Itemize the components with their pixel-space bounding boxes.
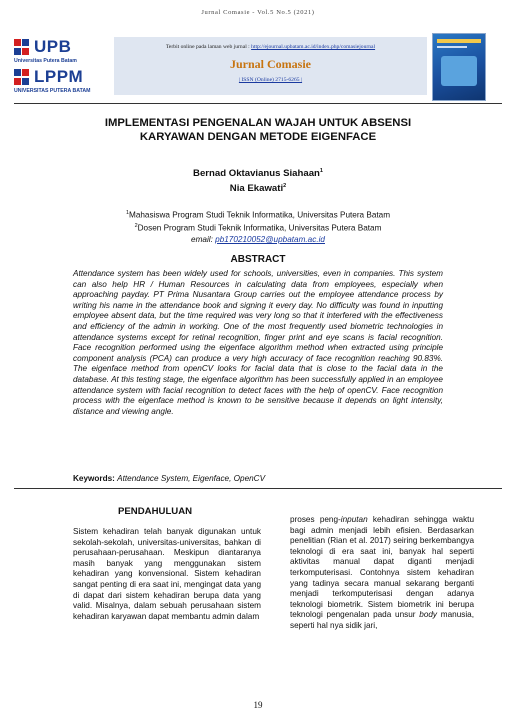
affiliation xyxy=(40,221,476,234)
upb-logo-subtitle: Universitas Putera Batam xyxy=(14,58,77,64)
journal-issn[interactable]: | ISSN (Online) 2715-6265 | xyxy=(238,77,303,83)
section-heading: PENDAHULUAN xyxy=(118,506,193,517)
affiliation xyxy=(40,208,476,221)
abstract-heading: ABSTRACT xyxy=(230,254,286,265)
author-list xyxy=(40,165,476,195)
running-header: Jurnal Comasie - Vol.5 No.5 (2021) xyxy=(201,9,315,16)
author-name: Nia Ekawati xyxy=(229,183,284,195)
institution-logos xyxy=(14,37,104,95)
lppm-logo xyxy=(14,67,104,87)
affiliation-text: Dosen Program Studi Teknik Informatika, Universitas Putera Batam xyxy=(137,224,382,234)
lppm-logo-icon xyxy=(14,69,30,85)
journal-info-box xyxy=(114,37,427,95)
paper-title-line: IMPLEMENTASI PENGENALAN WAJAH UNTUK ABSENSI xyxy=(104,117,412,129)
keywords-label: Keywords: xyxy=(73,474,115,483)
published-prefix: Terbit online pada laman web jurnal : xyxy=(165,44,252,50)
journal-title: Jurnal Comasie xyxy=(230,57,311,71)
journal-url-link[interactable]: http://ejournal.upbatam.ac.id/index.php/comasiejournal xyxy=(251,44,376,50)
upb-logo-text: UPB xyxy=(34,37,72,56)
author-name: Bernad Oktavianus Siahaan xyxy=(193,168,320,180)
author xyxy=(40,180,476,195)
upb-logo xyxy=(14,37,104,57)
body-column-left xyxy=(73,527,261,622)
email-label: email: xyxy=(191,234,216,244)
body-paragraph: Sistem kehadiran telah banyak digunakan untuk sekolah-sekolah, universitas-universitas, bahkan di perusahaan-perusahaan. Meskipun diantaranya masih banyak yang menggunakan sistem kehadiran yang konvensional. Sistem kehadiran sangat penting di era saat ini, mengingat data yang di dapat dari sistem kehadiran berupa data yang valid. Misalnya, dalam sebuah perusahaan sistem kehadiran karyawan dapat membantu admin dalam xyxy=(73,527,261,621)
keywords-line xyxy=(73,474,265,483)
author-sup: 1 xyxy=(319,168,323,174)
header-rule xyxy=(14,103,502,104)
paper-title xyxy=(40,116,476,144)
author xyxy=(40,165,476,180)
lppm-logo-text: LPPM xyxy=(34,67,84,86)
abstract-body: Attendance system has been widely used for schools, universities, even in companies. This system can also help HR / Human Resources in calculating data from employees, especially when approaching payday. PT Prima Nusantara Group carries out the employee attendance process by writing his name in the attendance book and signing it every day. No difficulty was found in inputting employee absent data, but the time required was very long so that it interfered with the effectiveness and efficiency of the admin in working. One of the most frequently used biometric technologies in attendance systems except for retinal recognition, finger print and eye scans is facial recognition. Face recognition performed using the eigenface algorithm method when extracted using principle component analysis (PCA) can produce a very high accuracy of face recognition reaching 90.83%. The eigenface method from openCV looks for facial data that is close to the facial data in the database. At this testing stage, the eigenface algorithm has been successfully applied in an employee attendance system with facial recognition to detect faces with the help of openCV. Face recognition process with the eigenface method is known to be sensitive because it depends on light intensity, distance and viewing angle. xyxy=(73,269,443,416)
lppm-logo-subtitle: UNIVERSITAS PUTERA BATAM xyxy=(14,88,91,94)
body-paragraph: proses peng-inputan kehadiran sehingga waktu bagi admin menjadi lebih efisien. Berdasarkan penelitian (Rian et al. 2017) seiring berkembangya teknologi di era saat ini, banyak hal seperti aktivitas manual dapat diganti menjadi terkomputerisasi. Contohnya sistem kehadiran yang tadinya secara manual sekarang berganti menjadi terkomputerisasi dengan adanya teknologi biometrik. Sistem biometrik ini berupa teknologi pengenalan pada unsur body manusia, seperti hal nya sidik jari, xyxy=(290,515,474,630)
affiliation-sup: 2 xyxy=(134,223,138,230)
keywords-text: Attendance System, Eigenface, OpenCV xyxy=(117,474,266,483)
affiliations xyxy=(40,208,476,245)
email-line xyxy=(40,235,476,246)
affiliation-sup: 1 xyxy=(125,210,129,216)
affiliation-text: Mahasiswa Program Studi Teknik Informatika, Universitas Putera Batam xyxy=(129,210,391,220)
journal-cover-image xyxy=(432,33,486,101)
page-number: 19 xyxy=(253,700,263,710)
upb-logo-icon xyxy=(14,39,30,55)
body-column-right xyxy=(290,515,474,632)
email-link[interactable]: pb170210052@upbatam.ac.id xyxy=(215,234,325,244)
paper-title-line: KARYAWAN DENGAN METODE EIGENFACE xyxy=(139,131,377,143)
section-rule xyxy=(14,488,502,489)
author-sup: 2 xyxy=(283,183,287,190)
journal-url-line xyxy=(114,44,427,50)
